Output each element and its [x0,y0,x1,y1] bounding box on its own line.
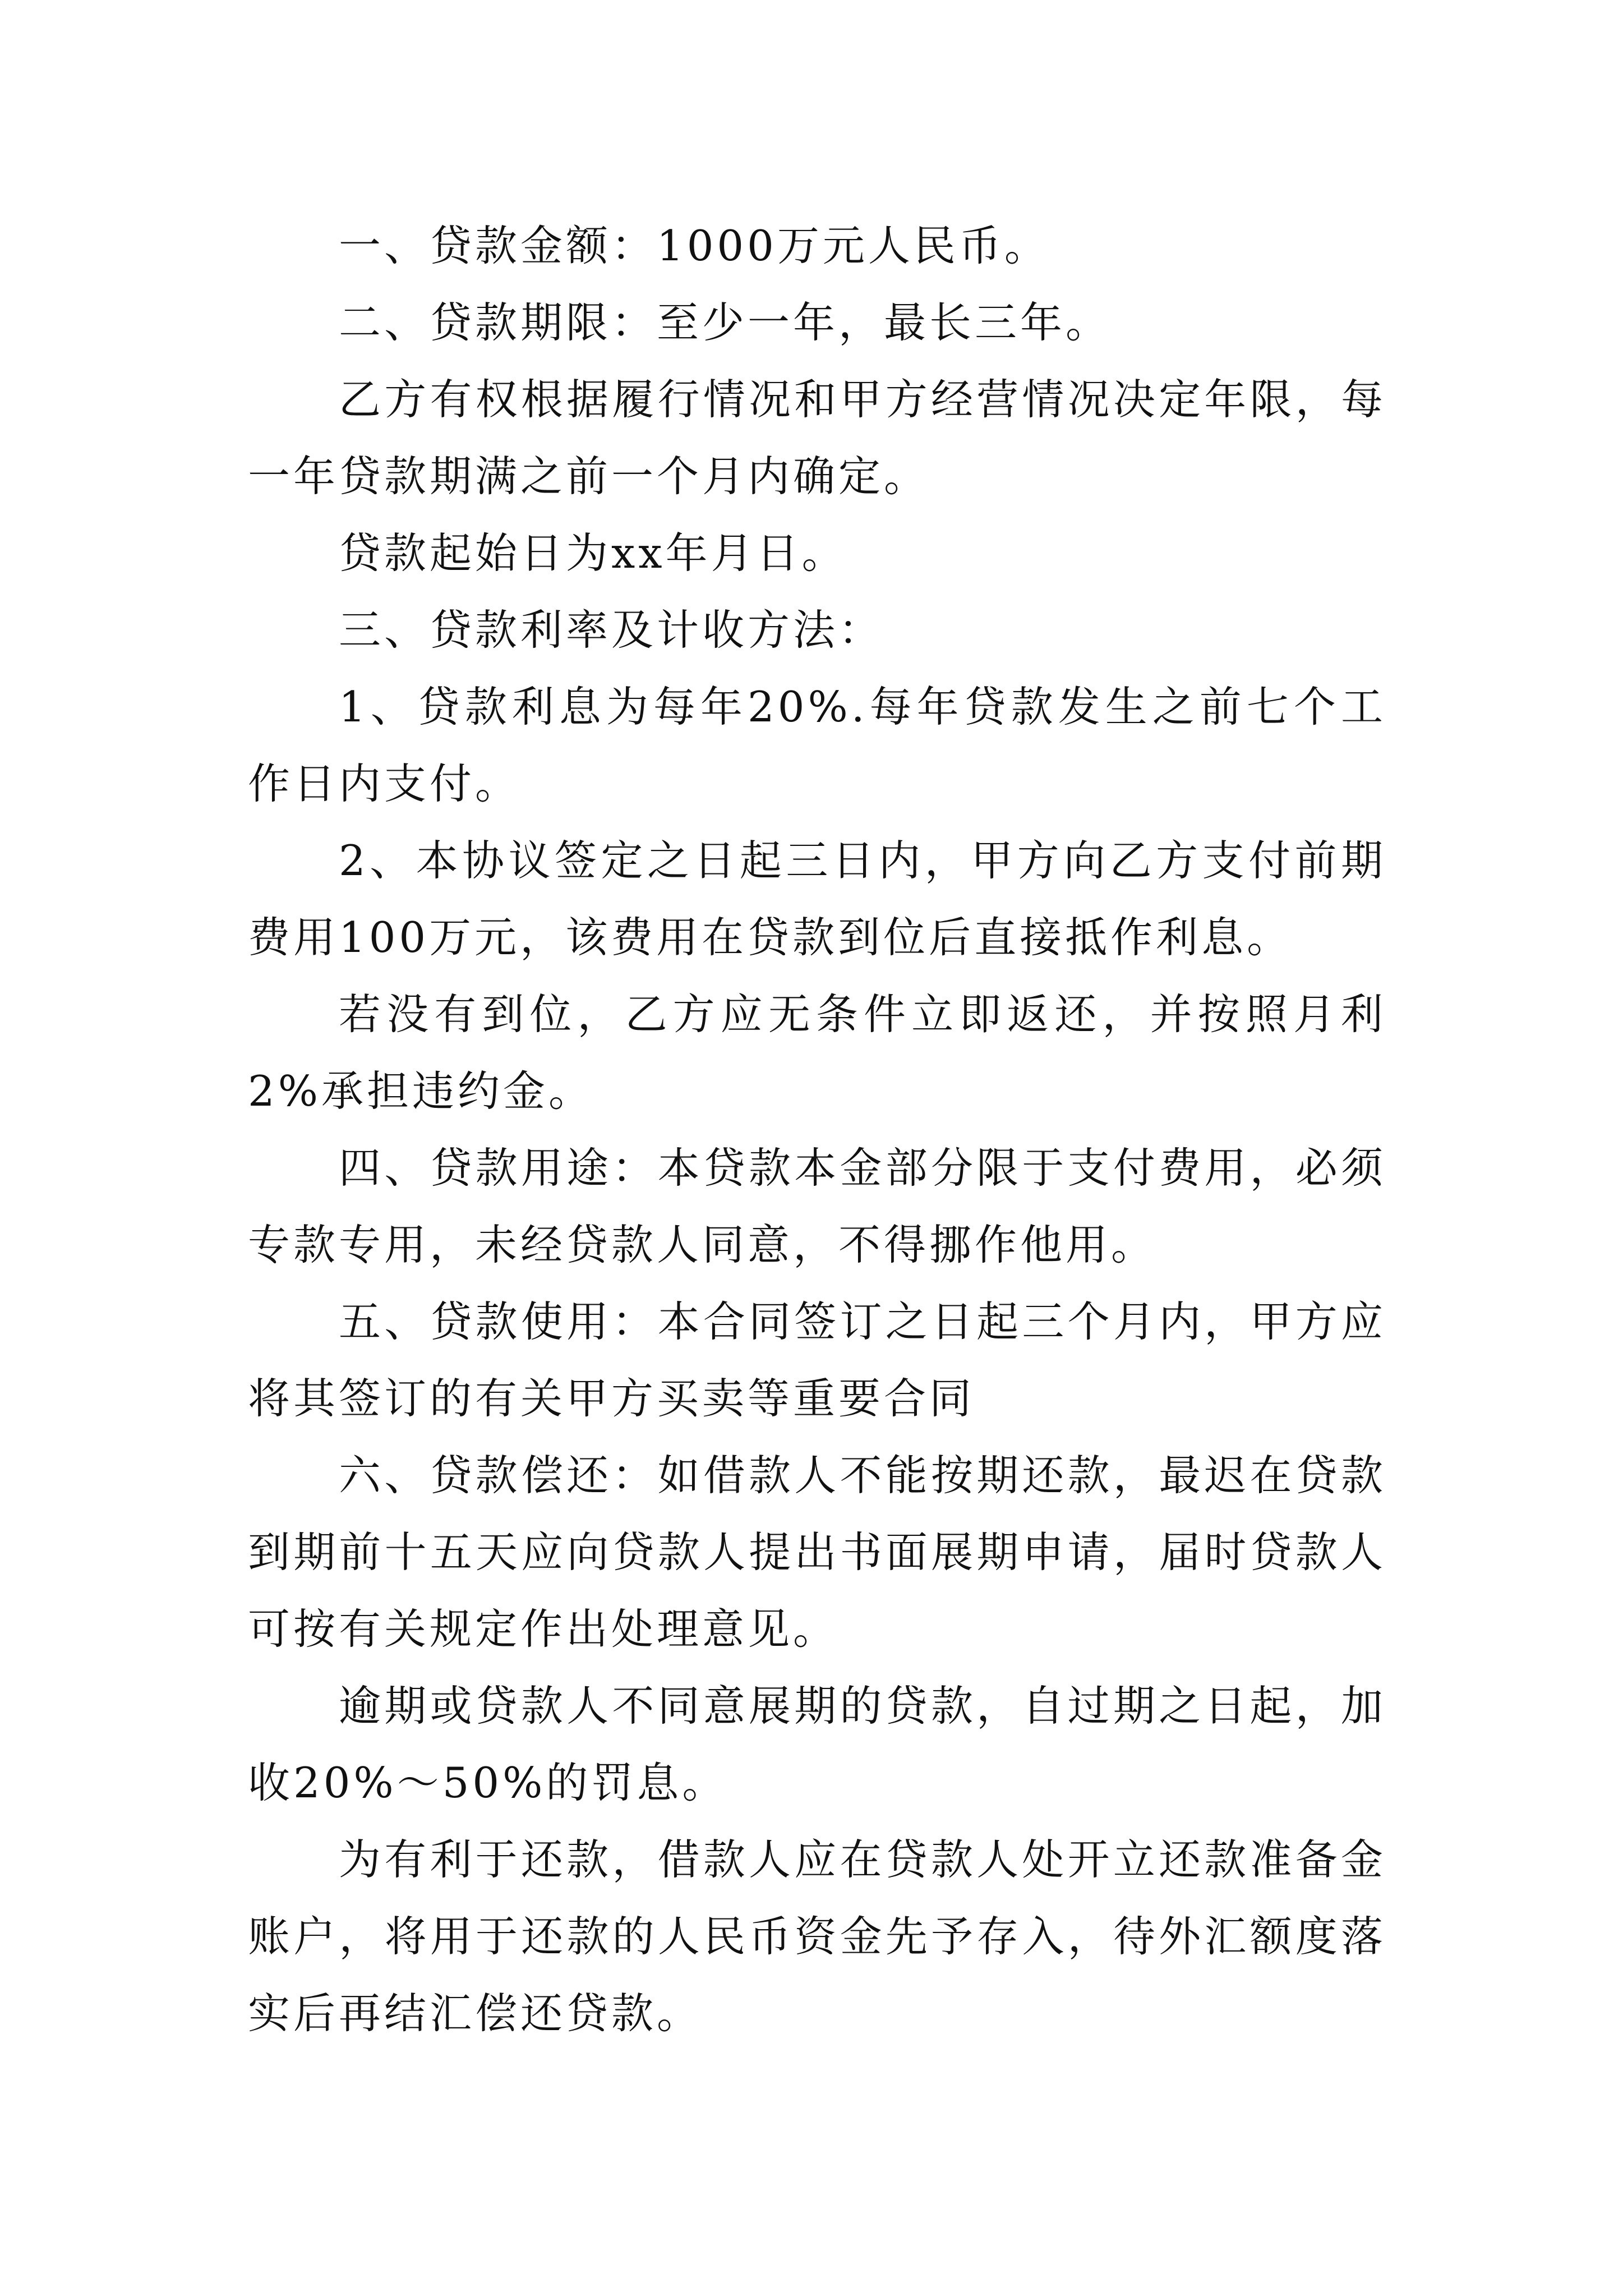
paragraph-loan-use: 五、贷款使用：本合同签订之日起三个月内，甲方应将其签订的有关甲方买卖等重要合同 [248,1297,1386,1423]
paragraph-reserve-account: 为有利于还款，借款人应在贷款人处开立还款准备金账户，将用于还款的人民币资金先予存入，待外汇额度落实后再结汇偿还贷款。 [248,1835,1386,2038]
paragraph-loan-amount: 一、贷款金额：1000万元人民币。 [339,221,1050,270]
paragraph-upfront-fee: 2、本协议签定之日起三日内，甲方向乙方支付前期费用100万元，该费用在贷款到位后直接抵作利息。 [248,836,1386,962]
paragraph-term-decision: 乙方有权根据履行情况和甲方经营情况决定年限，每一年贷款期满之前一个月内确定。 [248,375,1386,501]
document-body [248,208,1386,2052]
paragraph-interest-heading: 三、贷款利率及计收方法： [339,605,884,655]
paragraph-overdue-penalty: 逾期或贷款人不同意展期的贷款，自过期之日起，加收20%～50%的罚息。 [248,1681,1386,1807]
paragraph-interest-rate: 1、贷款利息为每年20%.每年贷款发生之前七个工作日内支付。 [248,682,1386,808]
paragraph-loan-purpose: 四、贷款用途：本贷款本金部分限于支付费用，必须专款专用，未经贷款人同意，不得挪作他用。 [248,1143,1386,1269]
paragraph-loan-repayment: 六、贷款偿还：如借款人不能按期还款，最迟在贷款到期前十五天应向贷款人提出书面展期申请，届时贷款人可按有关规定作出处理意见。 [248,1451,1386,1654]
paragraph-start-date: 贷款起始日为xx年月日。 [339,528,847,578]
paragraph-loan-term: 二、贷款期限：至少一年，最长三年。 [339,298,1112,347]
paragraph-refund-penalty: 若没有到位，乙方应无条件立即返还，并按照月利2%承担违约金。 [248,990,1386,1116]
